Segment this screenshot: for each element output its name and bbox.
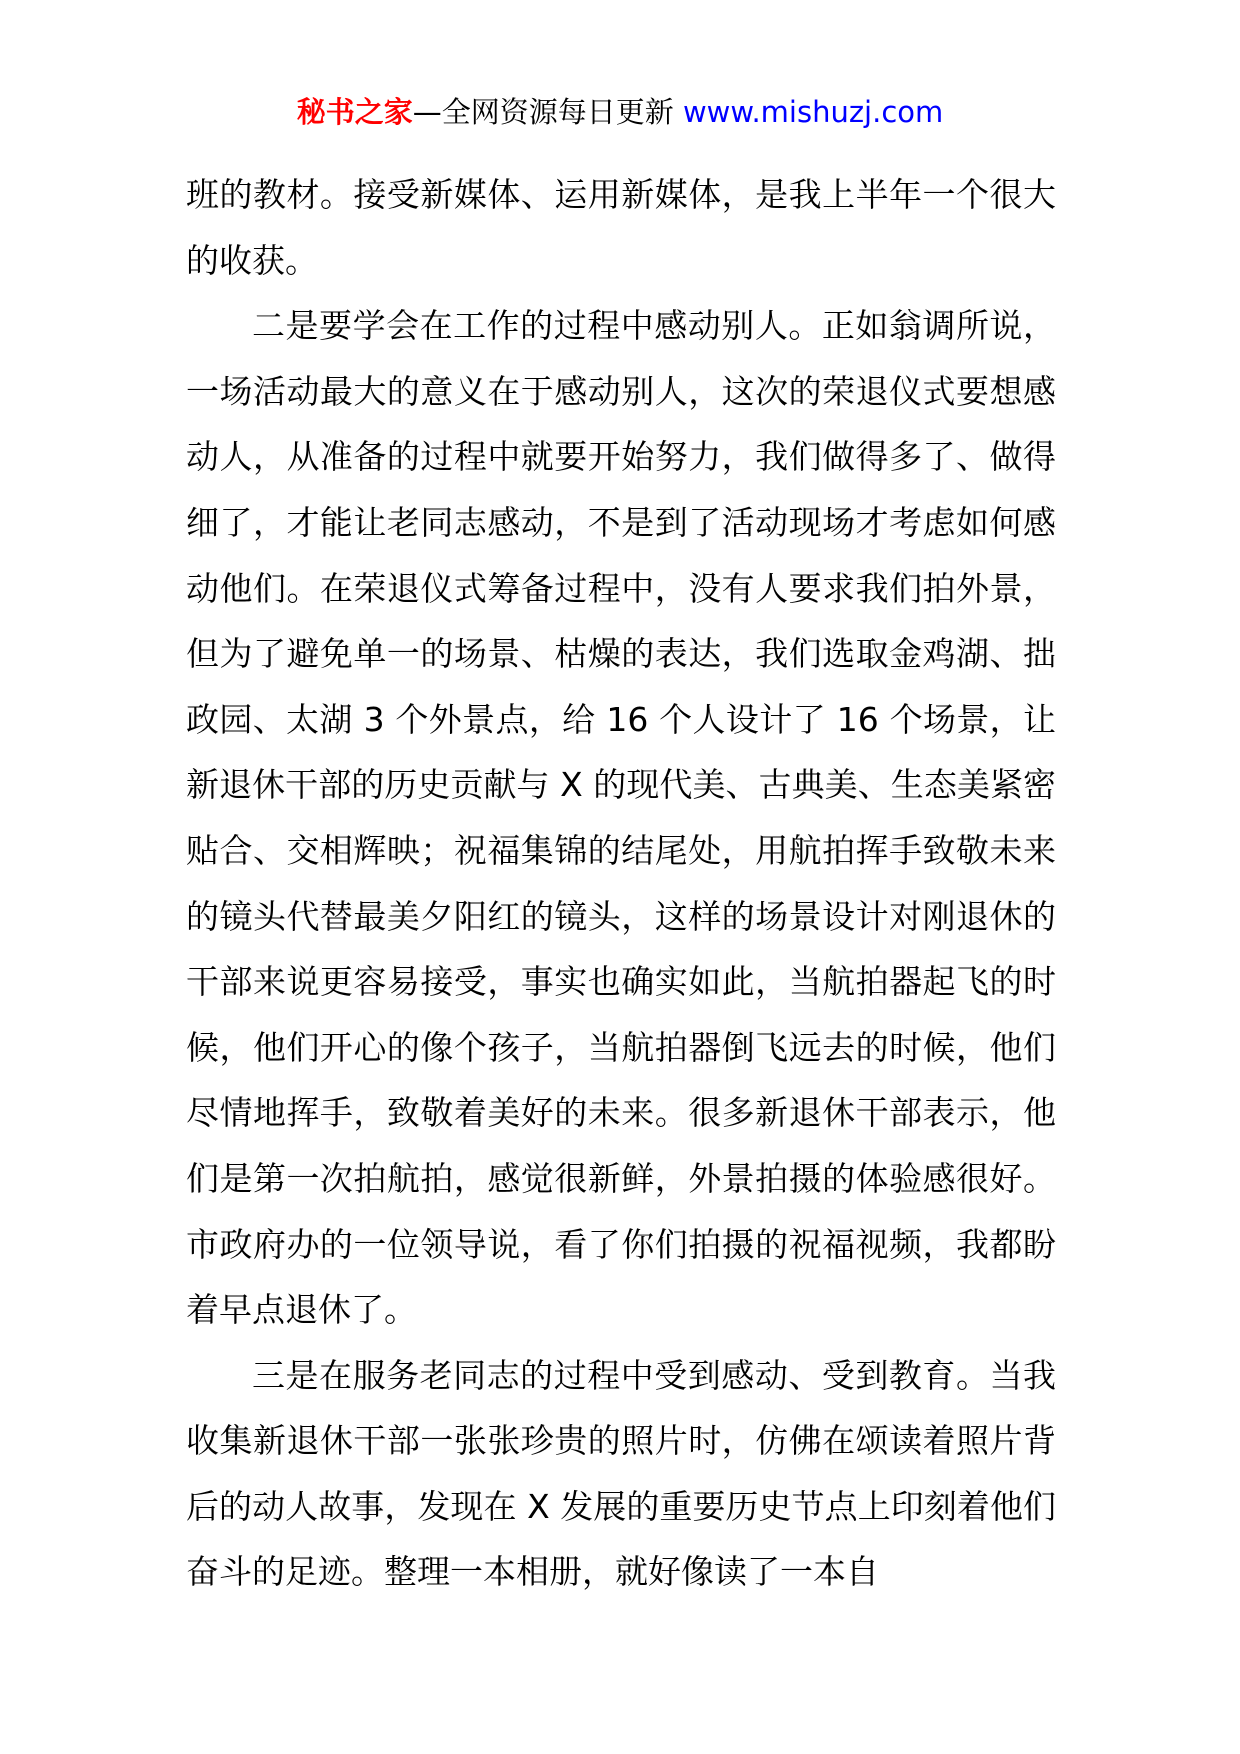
site-header [0,92,1240,132]
brand-name: 秘书之家 [296,95,413,129]
paragraph-point-two: 二是要学会在工作的过程中感动别人。正如翁调所说，一场活动最大的意义在于感动别人，这次的荣退仪式要想感动人，从准备的过程中就要开始努力，我们做得多了、做得细了，才能让老同志感动，不是到了活动现场才考虑如何感动他们。在荣退仪式筹备过程中，没有人要求我们拍外景，但为了避免单一的场景、枯燥的表达，我们选取金鸡湖、拙政园、太湖 3 个外景点，给 16 个人设计了 16 个场景，让新退休干部的历史贡献与 X 的现代美、古典美、生态美紧密贴合、交相辉映；祝福集锦的结尾处，用航拍挥手致敬未来的镜头代替最美夕阳红的镜头，这样的场景设计对刚退休的干部来说更容易接受，事实也确实如此，当航拍器起飞的时候，他们开心的像个孩子，当航拍器倒飞远去的时候，他们尽情地挥手，致敬着美好的未来。很多新退休干部表示，他们是第一次拍航拍，感觉很新鲜，外景拍摄的体验感很好。市政府办的一位领导说，看了你们拍摄的祝福视频，我都盼着早点退休了。 [186,306,1056,1330]
document-body [186,162,1056,1605]
paragraph-continuation: 班的教材。接受新媒体、运用新媒体，是我上半年一个很大的收获。 [186,175,1056,280]
header-tagline: —全网资源每日更新 [412,95,674,129]
site-url-link[interactable]: www.mishuzj.com [682,95,944,129]
paragraph-point-three: 三是在服务老同志的过程中受到感动、受到教育。当我收集新退休干部一张张珍贵的照片时，仿佛在颂读着照片背后的动人故事，发现在 X 发展的重要历史节点上印刻着他们奋斗的足迹。整理一本相册，就好像读了一本自 [186,1355,1056,1592]
